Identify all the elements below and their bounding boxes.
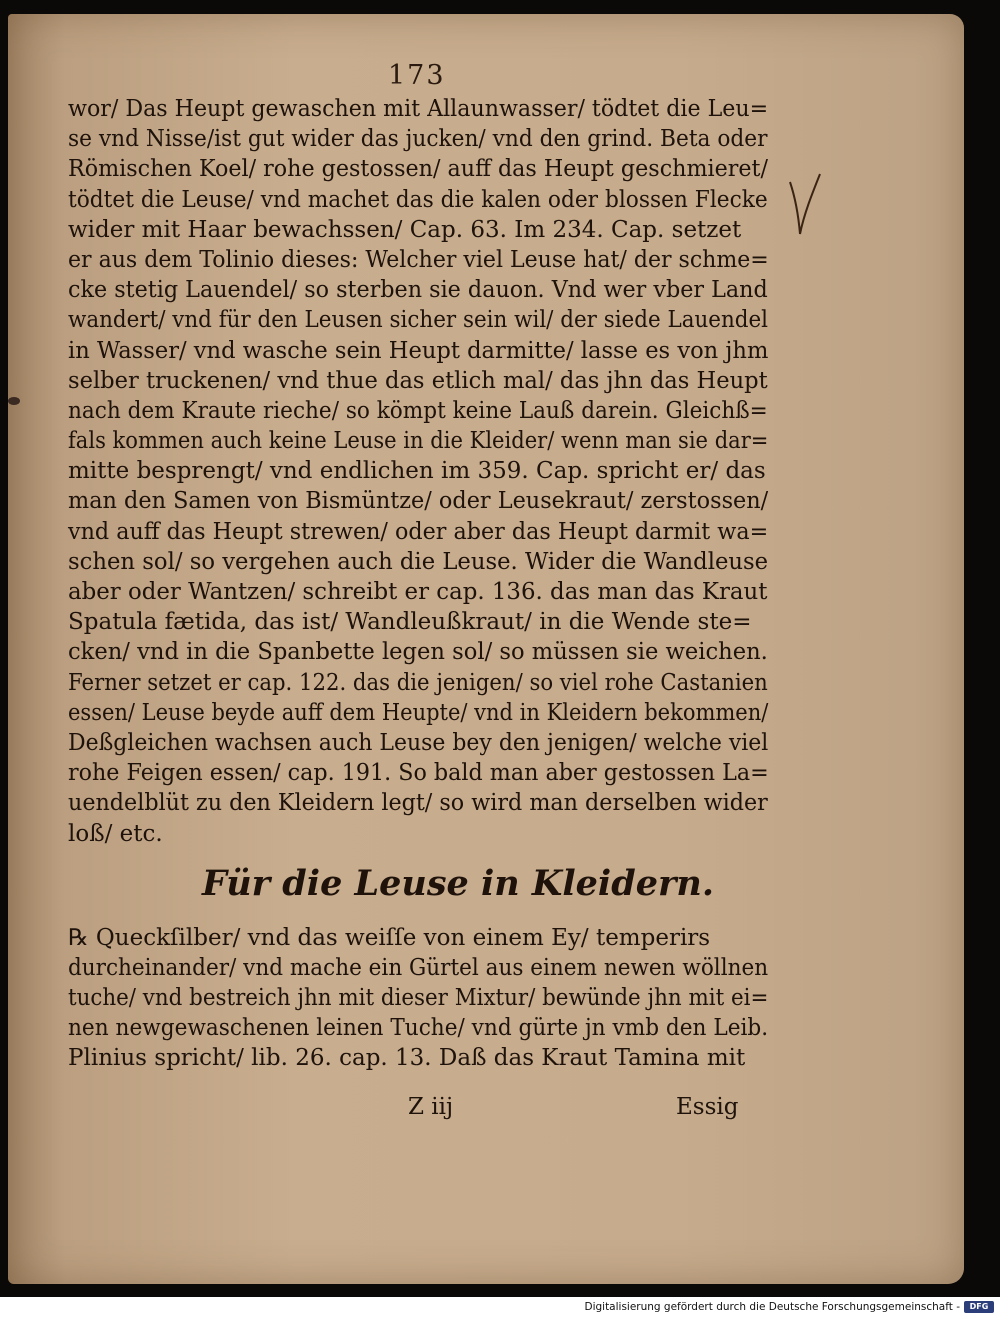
text-line: cke stetig Lauendel/ so sterben sie dauon. Vnd wer vber Land <box>68 277 768 304</box>
page-bottom-line <box>8 1094 968 1130</box>
text-line: Ferner setzet er cap. 122. das die jenigen/ so viel rohe Castanien <box>68 669 768 696</box>
footer-bar <box>0 1297 1000 1317</box>
text-line: wandert/ vnd für den Leusen sicher sein wil/ der siede Lauendel <box>68 307 769 334</box>
text-line: fals kommen auch keine Leuse in die Kleider/ wenn man sie dar= <box>68 428 769 455</box>
body-paragraph <box>68 94 768 849</box>
text-line: uendelblüt zu den Kleidern legt/ so wird man derselben wider <box>68 790 768 817</box>
text-line: selber truckenen/ vnd thue das etlich mal/ das jhn das Heupt <box>68 367 768 394</box>
text-line: ℞ Queckſilber/ vnd das weiſſe von einem Ey/ temperirs <box>68 924 711 951</box>
signature-mark: Z iij <box>408 1094 454 1120</box>
margin-pen-mark <box>786 170 826 240</box>
text-line: nen newgewaschenen leinen Tuche/ vnd gürte jn vmb den Leib. <box>68 1015 769 1042</box>
text-line: durcheinander/ vnd mache ein Gürtel aus einem newen wöllnen <box>68 954 769 981</box>
text-line: wor/ Das Heupt gewaschen mit Allaunwasser/ tödtet die Leu= <box>68 96 769 122</box>
text-line: Plinius spricht/ lib. 26. cap. 13. Daß das Kraut Tamina mit <box>68 1045 746 1072</box>
page-number: 173 <box>388 60 446 91</box>
text-line: tödtet die Leuse/ vnd machet das die kalen oder blossen Flecke <box>68 186 768 213</box>
catchword: Essig <box>676 1094 739 1120</box>
text-line: Deßgleichen wachsen auch Leuse bey den jenigen/ welche viel <box>68 729 769 756</box>
text-line: schen sol/ so vergehen auch die Leuse. Wider die Wandleuse <box>68 548 769 575</box>
section-heading: Für die Leuse in Kleidern. <box>202 862 715 904</box>
recipe-paragraph <box>68 923 768 1074</box>
footer-credit: Digitalisierung gefördert durch die Deutsche Forschungsgemeinschaft - <box>584 1301 960 1313</box>
text-line: rohe Feigen essen/ cap. 191. So bald man aber gestossen La= <box>68 760 769 787</box>
page-text <box>68 94 768 1074</box>
text-line: loß/ etc. <box>68 820 163 847</box>
text-line: aber oder Wantzen/ schreibt er cap. 136. das man das Kraut <box>68 579 768 605</box>
text-line: mitte besprengt/ vnd endlichen im 359. Cap. spricht er/ das <box>68 458 766 485</box>
book-page <box>8 14 964 1284</box>
text-line: tuche/ vnd bestreich jhn mit dieser Mixtur/ bewünde jhn mit ei= <box>68 985 769 1012</box>
text-line: se vnd Nisse/ist gut wider das jucken/ vnd den grind. Beta oder <box>68 126 768 153</box>
text-line: man den Samen von Bismüntze/ oder Leusekraut/ zerstossen/ <box>68 488 769 515</box>
text-line: essen/ Leuse beyde auff dem Heupte/ vnd in Kleidern bekommen/ <box>68 699 769 726</box>
text-line: Römischen Koel/ rohe gestossen/ auff das Heupt geschmieret/ <box>68 156 768 183</box>
text-line: nach dem Kraute rieche/ so kömpt keine Lauß darein. Gleichß= <box>68 397 768 424</box>
text-line: vnd auff das Heupt strewen/ oder aber das Heupt darmit wa= <box>68 518 769 545</box>
text-line: er aus dem Tolinio dieses: Welcher viel Leuse hat/ der schme= <box>68 246 769 273</box>
text-line: Spatula fætida, das ist/ Wandleußkraut/ in die Wende ste= <box>68 609 752 636</box>
binding-hole-mark <box>6 395 22 407</box>
text-line: cken/ vnd in die Spanbette legen sol/ so müssen sie weichen. <box>68 639 768 666</box>
text-line: wider mit Haar bewachssen/ Cap. 63. Im 234. Cap. setzet <box>68 216 742 243</box>
dfg-logo: DFG <box>964 1301 994 1313</box>
text-line: in Wasser/ vnd wasche sein Heupt darmitte/ lasse es von jhm <box>68 337 769 364</box>
